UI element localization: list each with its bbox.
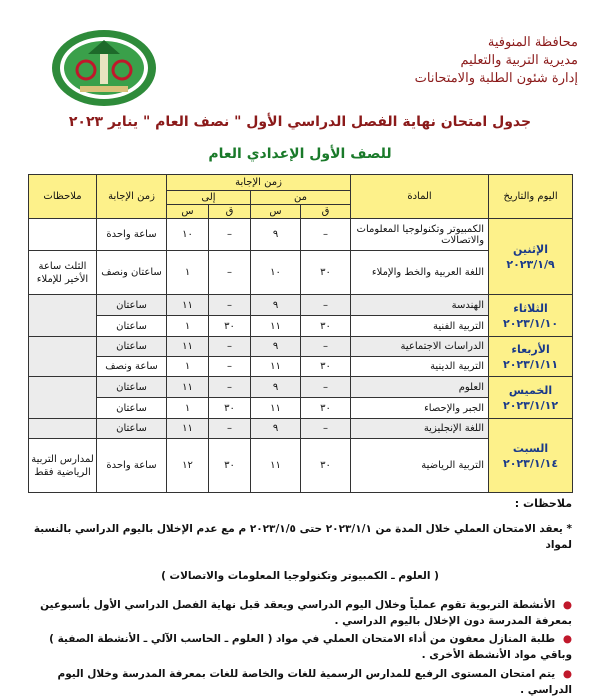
notes-cell (29, 295, 97, 337)
day-name: الإثنين (513, 242, 549, 256)
from-hour-cell: ١١ (251, 316, 301, 337)
remark-text: يتم امتحان المستوى الرفيع للمدارس الرسمية للغات والخاصة للغات بمعرفة المدرسة وخلال اليوم الدراسي . (57, 668, 572, 696)
from-hour-cell: ١٠ (251, 251, 301, 295)
day-cell (489, 337, 573, 377)
day-name: الأربعاء (511, 342, 550, 356)
from-minute-cell: – (301, 419, 351, 439)
to-minute-cell: – (209, 219, 251, 251)
to-minute-cell: ٣٠ (209, 316, 251, 337)
duration-cell: ساعتان (97, 295, 167, 316)
subject-cell: الهندسة (351, 295, 489, 316)
directorate-logo-icon (50, 28, 158, 108)
table-row (29, 337, 573, 357)
duration-cell: ساعة ونصف (97, 357, 167, 377)
bullet-icon: ● (562, 599, 572, 611)
subject-cell: التربية الدينية (351, 357, 489, 377)
to-minute-cell: – (209, 357, 251, 377)
duration-cell: ساعتان (97, 316, 167, 337)
from-minute-cell: ٣٠ (301, 316, 351, 337)
remark-item (32, 631, 572, 663)
subject-cell: العلوم (351, 377, 489, 398)
duration-cell: ساعتان (97, 377, 167, 398)
from-hour-cell: ٩ (251, 219, 301, 251)
notes-cell (29, 377, 97, 419)
from-hour-cell: ٩ (251, 377, 301, 398)
subject-cell: التربية الرياضية (351, 439, 489, 493)
header-answer-time-group: زمن الإجابة (167, 175, 351, 191)
header-to: إلى (167, 191, 251, 205)
day-date: ٢٠٢٣/١/١١ (503, 357, 559, 371)
department-name: إدارة شئون الطلبة والامتحانات (414, 71, 578, 86)
from-minute-cell: ٣٠ (301, 357, 351, 377)
from-minute-cell: – (301, 377, 351, 398)
duration-cell: ساعتان (97, 419, 167, 439)
to-hour-cell: ١ (167, 357, 209, 377)
to-hour-cell: ١ (167, 398, 209, 419)
table-row (29, 419, 573, 439)
from-hour-cell: ١١ (251, 357, 301, 377)
from-hour-cell: ٩ (251, 337, 301, 357)
bullet-icon: ● (562, 633, 572, 645)
remarks-heading: ملاحظات : (514, 497, 572, 510)
day-date: ٢٠٢٣/١/٩ (506, 257, 555, 271)
to-hour-cell: ١ (167, 316, 209, 337)
from-minute-cell: – (301, 295, 351, 316)
remark-item (32, 521, 572, 553)
table-row (29, 295, 573, 316)
header-day-date: اليوم والتاريخ (489, 175, 573, 219)
to-minute-cell: ٣٠ (209, 439, 251, 493)
remark-item (0, 568, 600, 584)
bullet-icon: ● (562, 668, 572, 680)
to-hour-cell: ١١ (167, 419, 209, 439)
day-name: الخميس (508, 383, 553, 397)
from-minute-cell: ٣٠ (301, 398, 351, 419)
document-subtitle: للصف الأول الإعدادي العام (208, 146, 392, 162)
to-minute-cell: – (209, 377, 251, 398)
to-hour-cell: ١١ (167, 377, 209, 398)
subject-cell: الدراسات الاجتماعية (351, 337, 489, 357)
header-from-hour: س (251, 205, 301, 219)
header-notes: ملاحظات (29, 175, 97, 219)
to-minute-cell: – (209, 295, 251, 316)
to-hour-cell: ١ (167, 251, 209, 295)
from-hour-cell: ١١ (251, 398, 301, 419)
remark-item (32, 666, 572, 698)
day-date: ٢٠٢٣/١/١٤ (503, 456, 559, 470)
to-minute-cell: ٣٠ (209, 398, 251, 419)
duration-cell: ساعتان (97, 337, 167, 357)
subject-cell: الكمبيوتر وتكنولوجيا المعلومات والاتصالات (351, 219, 489, 251)
from-minute-cell: ٣٠ (301, 251, 351, 295)
to-hour-cell: ١٠ (167, 219, 209, 251)
to-hour-cell: ١١ (167, 337, 209, 357)
day-name: الثلاثاء (513, 301, 548, 315)
from-hour-cell: ٩ (251, 295, 301, 316)
header-from: من (251, 191, 351, 205)
subject-cell: التربية الفنية (351, 316, 489, 337)
directorate-header (415, 34, 578, 88)
day-date: ٢٠٢٣/١/١٢ (503, 398, 559, 412)
notes-cell (29, 419, 97, 439)
header-subject: المادة (351, 175, 489, 219)
subject-cell: اللغة الإنجليزية (351, 419, 489, 439)
remark-text: ( العلوم ـ الكمبيوتر وتكنولوجيا المعلومات والاتصالات ) (161, 570, 439, 582)
remark-item (32, 597, 572, 629)
day-cell (489, 219, 573, 295)
remark-text: طلبة المنازل معفون من أداء الامتحان العملي في مواد ( العلوم ـ الحاسب الآلي ـ الأنشطة الصفية ) وباقي مواد الأنشطة الأخرى . (49, 633, 572, 661)
to-hour-cell: ١٢ (167, 439, 209, 493)
duration-cell: ساعة واحدة (97, 219, 167, 251)
from-minute-cell: – (301, 219, 351, 251)
duration-cell: ساعة واحدة (97, 439, 167, 493)
from-hour-cell: ١١ (251, 439, 301, 493)
header-to-hour: س (167, 205, 209, 219)
remark-text: * يعقد الامتحان العملي خلال المدة من ٢٠٢٣/١/١ حتى ٢٠٢٣/١/٥ م مع عدم الإخلال باليوم الدراسي بالنسبة لمواد (33, 523, 572, 551)
day-cell (489, 377, 573, 419)
subject-cell: الجبر والإحصاء (351, 398, 489, 419)
day-name: السبت (512, 441, 549, 455)
notes-cell (29, 219, 97, 251)
day-cell (489, 419, 573, 493)
subject-cell: اللغة العربية والخط والإملاء (351, 251, 489, 295)
table-row (29, 377, 573, 398)
exam-schedule-table (28, 174, 573, 493)
notes-cell: لمدارس التربية الرياضية فقط (29, 439, 97, 493)
governorate-name: محافظة المنوفية (487, 35, 578, 50)
notes-cell: الثلث ساعة الأخير للإملاء (29, 251, 97, 295)
from-minute-cell: ٣٠ (301, 439, 351, 493)
header-from-minute: ق (301, 205, 351, 219)
day-date: ٢٠٢٣/١/١٠ (503, 316, 559, 330)
header-to-minute: ق (209, 205, 251, 219)
from-minute-cell: – (301, 337, 351, 357)
to-minute-cell: – (209, 419, 251, 439)
to-minute-cell: – (209, 251, 251, 295)
header-duration: زمن الإجابة (97, 175, 167, 219)
to-minute-cell: – (209, 337, 251, 357)
document-title: جدول امتحان نهاية الفصل الدراسي الأول " نصف العام " يناير ٢٠٢٣ (68, 114, 532, 130)
duration-cell: ساعتان ونصف (97, 251, 167, 295)
remark-text: الأنشطة التربوية تقوم عملياً وخلال اليوم الدراسي ويعقد قبل نهاية الفصل الدراسي الأول بأسبوعين بمعرفة المدرسة دون الإخلال باليوم الدراسي . (40, 599, 572, 627)
day-cell (489, 295, 573, 337)
duration-cell: ساعتان (97, 398, 167, 419)
from-hour-cell: ٩ (251, 419, 301, 439)
directorate-name: مديرية التربية والتعليم (460, 53, 578, 68)
notes-cell (29, 337, 97, 377)
to-hour-cell: ١١ (167, 295, 209, 316)
table-row (29, 219, 573, 251)
